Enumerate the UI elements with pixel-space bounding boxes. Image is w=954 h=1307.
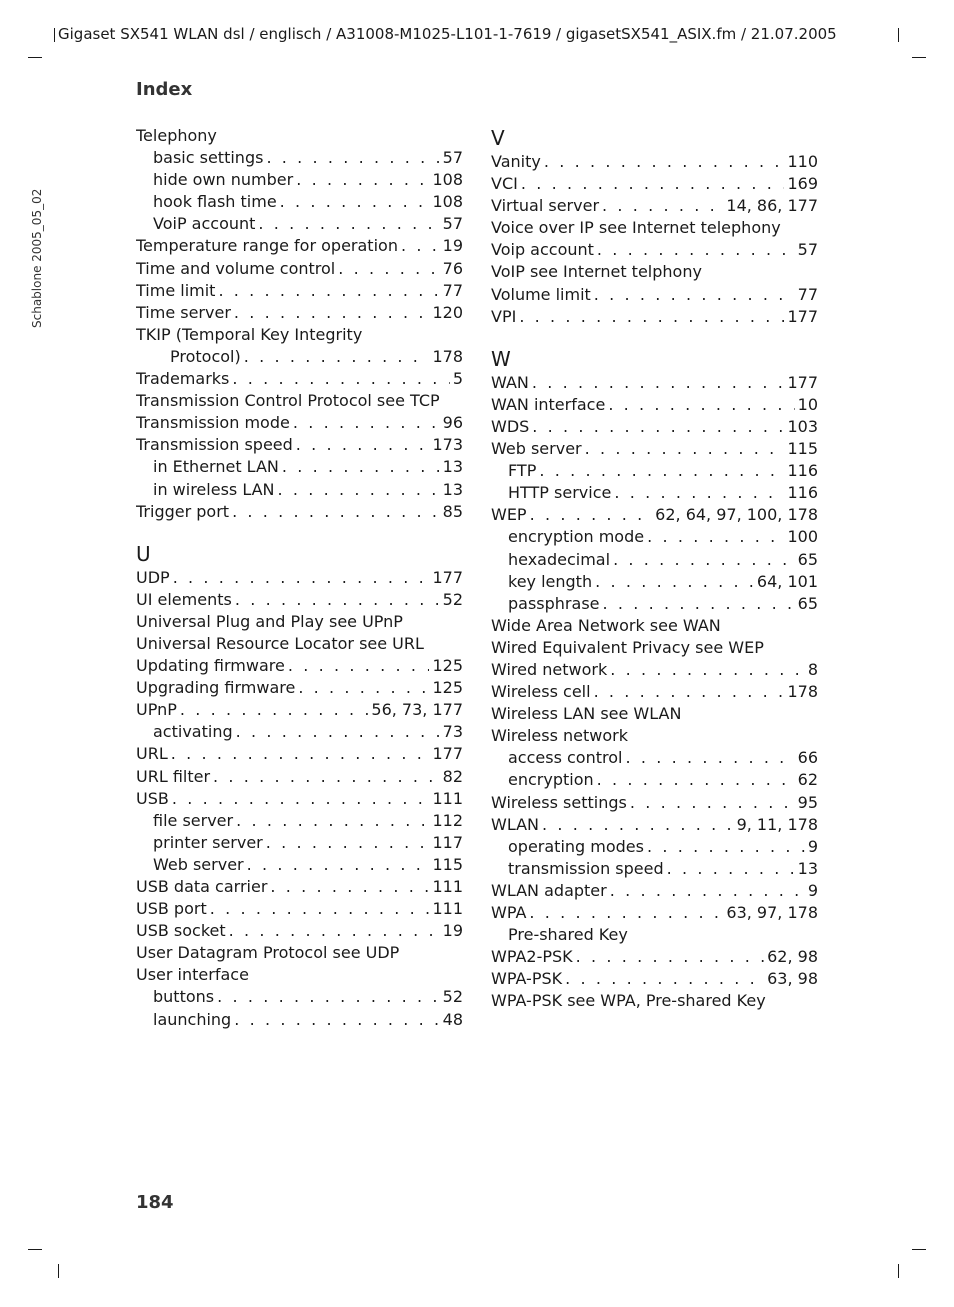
crop-mark [912,57,926,58]
index-entry [491,990,818,1012]
index-subentry [491,924,818,946]
index-page-refs: 108 [432,170,463,190]
index-entry [491,703,818,725]
index-entry [491,173,818,195]
index-entry [491,151,818,173]
dot-leader [173,567,430,589]
index-entry [491,239,818,261]
index-page-refs: 77 [797,284,818,304]
index-term: HTTP service [508,483,612,503]
index-entry [491,681,818,703]
index-term: file server [153,810,234,830]
index-entry [136,258,463,280]
index-entry [491,306,818,328]
index-term: Wired network [491,659,608,679]
index-page-refs: 63, 98 [767,969,818,989]
index-page-refs: 14, 86, 177 [726,196,818,216]
dot-leader [595,571,754,593]
dot-leader [278,479,440,501]
index-term: Trademarks [136,369,230,389]
index-term: encryption [508,770,594,790]
index-subentry [136,169,463,191]
index-page-refs: 19 [442,921,463,941]
section-gap [491,328,818,346]
index-letter-heading: U [136,541,151,566]
index-subentry [491,482,818,504]
index-page-refs: 77 [442,280,463,300]
index-entry [491,792,818,814]
index-term: buttons [153,987,215,1007]
index-page-refs: 65 [797,593,818,613]
index-entry [136,501,463,523]
dot-leader [266,147,439,169]
index-page-refs: 125 [432,656,463,676]
index-entry [491,968,818,990]
index-page-refs: 125 [432,678,463,698]
index-term: Virtual server [491,196,600,216]
index-term: Vanity [491,152,541,171]
dot-leader [603,593,795,615]
index-page-refs: 112 [432,810,463,830]
dot-leader [576,946,764,968]
index-term: operating modes [508,836,644,856]
index-entry [491,195,818,217]
index-entry [136,412,463,434]
index-subentry [491,769,818,791]
index-page-refs: 57 [442,148,463,168]
dot-leader [229,920,440,942]
dot-leader [647,526,784,548]
index-term: Transmission Control Protocol see TCP [136,391,440,411]
template-label-text: Schablone 2005_05_02 [30,188,44,328]
index-term: UPnP [136,700,177,720]
dot-leader [594,681,785,703]
index-term: VPI [491,306,517,326]
index-column-right [491,125,818,1012]
index-term: Transmission speed [136,435,293,455]
index-entry [136,302,463,324]
index-term: Protocol) [170,346,241,366]
index-entry [491,615,818,637]
dot-leader [266,832,430,854]
index-page-refs: 9, 11, 178 [736,814,818,834]
index-term: launching [153,1009,232,1029]
header-document-info: Gigaset SX541 WLAN dsl / englisch / A31008-M1025-L101-1-7619 [58,25,552,43]
dot-leader [610,880,805,902]
index-subentry [136,986,463,1008]
index-page-refs: 169 [787,174,818,194]
index-term: URL filter [136,766,211,786]
index-entry [136,125,463,147]
index-page-refs: 19 [442,236,463,256]
index-subentry [491,836,818,858]
index-page-refs: 13 [797,858,818,878]
dot-leader [614,482,784,504]
index-term: WLAN adapter [491,880,607,900]
dot-leader [647,836,805,858]
index-entry [136,390,463,412]
index-page-refs: 52 [442,987,463,1007]
index-page-refs: 116 [787,461,818,481]
index-term: USB socket [136,921,226,941]
index-page-refs: 111 [432,788,463,808]
index-term: Wireless LAN see WLAN [491,704,682,724]
crop-mark [28,57,42,58]
index-term: Telephony [136,126,217,145]
dot-leader [218,280,439,302]
index-subentry [136,479,463,501]
index-entry [491,814,818,836]
index-entry [491,659,818,681]
crop-mark [28,1249,42,1250]
index-term: in wireless LAN [153,479,275,499]
index-page-refs: 62 [797,770,818,790]
dot-leader [213,766,440,788]
index-letter-heading: W [491,346,511,371]
index-term: encryption mode [508,527,645,547]
index-term: Updating firmware [136,656,285,676]
index-term: VoiP account [153,214,256,234]
index-entry [136,633,463,655]
dot-leader [610,659,805,681]
index-term: Voice over IP see Internet telephony [491,218,781,238]
index-term: WAN [491,372,529,392]
index-subentry [136,213,463,235]
dot-leader [542,814,734,836]
dot-leader [298,677,429,699]
index-page-refs: 177 [787,306,818,326]
index-letter-heading: V [491,126,505,150]
index-entry [136,677,463,699]
dot-leader [296,434,430,456]
index-page-refs: 65 [797,549,818,569]
dot-leader [236,810,429,832]
index-term: VoIP see Internet telphony [491,262,702,282]
dot-leader [401,235,440,257]
index-entry [491,372,818,394]
index-page-refs: 73 [442,722,463,742]
index-term: WPA-PSK see WPA, Pre-shared Key [491,991,766,1011]
index-term: WPA2-PSK [491,947,573,967]
section-gap [136,523,463,541]
index-term: Wired Equivalent Privacy see WEP [491,637,764,657]
index-page-refs: 177 [432,567,463,587]
index-page-refs: 120 [432,302,463,322]
index-subentry [491,571,818,593]
dot-leader [613,549,795,571]
index-page-refs: 85 [442,501,463,521]
index-term: Time limit [136,280,216,300]
dot-leader [217,986,440,1008]
index-subentry [136,456,463,478]
index-term: WDS [491,416,530,436]
index-entry [491,725,818,747]
index-entry [136,743,463,765]
index-term: Wireless network [491,726,629,746]
index-subentry [136,346,463,368]
index-term: hexadecimal [508,549,611,569]
index-term: hook flash time [153,192,277,212]
index-page-refs: 96 [442,413,463,433]
index-term: Web server [491,439,582,459]
dot-leader [234,302,430,324]
index-term: Web server [153,854,244,874]
index-subentry [136,854,463,876]
index-page-refs: 57 [442,214,463,234]
dot-leader [235,589,440,611]
index-term: Time server [136,302,231,322]
index-term: VCI [491,174,518,194]
dot-leader [210,898,430,920]
index-term: Wireless cell [491,682,591,702]
index-entry [136,567,463,589]
index-term: WEP [491,505,527,525]
index-entry [491,902,818,924]
dot-leader [608,394,794,416]
index-page-refs: 115 [787,439,818,459]
index-term: User Datagram Protocol see UDP [136,943,400,963]
dot-leader [602,195,723,217]
index-entry [136,788,463,810]
crop-mark [898,1264,899,1278]
index-entry [491,946,818,968]
index-page-refs: 82 [442,766,463,786]
index-entry [136,368,463,390]
dot-leader [293,412,440,434]
header-bar [898,28,899,42]
index-entry [136,898,463,920]
index-term: Wireless settings [491,792,627,812]
index-entry [491,261,818,283]
index-entry [136,964,463,986]
index-term: Universal Plug and Play see UPnP [136,611,403,631]
index-page-refs: 100 [787,527,818,547]
index-term: Volume limit [491,284,591,304]
dot-leader [270,876,429,898]
header-bar [54,28,55,42]
dot-leader [597,239,795,261]
index-subentry [491,526,818,548]
index-page-refs: 111 [432,899,463,919]
index-term: Universal Resource Locator see URL [136,633,424,653]
index-term: WAN interface [491,394,606,414]
dot-leader [597,769,795,791]
dot-leader [532,372,785,394]
index-page-refs: 178 [787,682,818,702]
index-term: User interface [136,965,249,985]
index-entry [136,942,463,964]
index-page-refs: 117 [432,832,463,852]
index-page-refs: 76 [442,258,463,278]
index-subentry [136,147,463,169]
header-file-info: / gigasetSX541_ASIX.fm / 21.07.2005 [556,25,837,43]
crop-mark [912,1249,926,1250]
index-term: FTP [508,461,537,481]
index-page-refs: 10 [797,394,818,414]
index-term: passphrase [508,593,600,613]
index-page-refs: 13 [442,457,463,477]
index-entry [136,324,463,346]
index-page-refs: 9 [807,880,818,900]
dot-leader [244,346,430,368]
index-term: USB [136,788,169,808]
index-page-refs: 103 [787,416,818,436]
index-term: UDP [136,567,170,587]
index-term: UI elements [136,589,232,609]
dot-leader [180,699,369,721]
dot-leader [234,1009,439,1031]
index-term: USB data carrier [136,877,268,896]
crop-mark [58,1264,59,1278]
index-subentry [491,460,818,482]
index-page-refs: 111 [432,877,463,896]
index-term: access control [508,748,623,768]
index-term: Wide Area Network see WAN [491,615,721,635]
dot-leader [171,743,430,765]
dot-leader [625,747,794,769]
index-term: USB port [136,899,207,919]
index-subentry [136,1009,463,1031]
index-entry [491,637,818,659]
index-subentry [491,858,818,880]
index-page-refs: 95 [797,792,818,812]
index-page-refs: 62, 98 [767,947,818,967]
index-term: Upgrading firmware [136,678,296,698]
index-term: URL [136,744,168,764]
index-term: transmission speed [508,858,664,878]
index-subentry [136,810,463,832]
index-page-refs: 57 [797,240,818,260]
dot-leader [532,416,784,438]
index-entry [136,766,463,788]
index-subentry [491,593,818,615]
index-entry [136,235,463,257]
dot-leader [585,438,785,460]
index-entry [491,438,818,460]
dot-leader [280,191,430,213]
dot-leader [282,456,440,478]
index-page-refs: 13 [442,479,463,499]
dot-leader [530,504,653,526]
index-page-refs: 177 [787,372,818,392]
dot-leader [232,368,449,390]
dot-leader [172,788,430,810]
dot-leader [667,858,795,880]
index-term: WPA [491,903,527,922]
dot-leader [630,792,795,814]
index-entry [491,217,818,239]
index-entry [136,920,463,942]
index-entry [491,504,818,526]
index-page-refs: 110 [787,152,818,171]
index-page-refs: 178 [432,346,463,366]
index-subentry [136,832,463,854]
index-entry [136,611,463,633]
index-page-refs: 64, 101 [756,571,818,591]
index-entry [136,655,463,677]
section-title: Index [136,79,193,100]
index-term: Transmission mode [136,413,290,433]
index-term: WPA-PSK [491,969,563,989]
index-entry [136,876,463,898]
index-term: WLAN [491,814,540,834]
index-page-refs: 108 [432,192,463,212]
index-page-refs: 177 [432,744,463,764]
dot-leader [544,151,785,173]
index-page-refs: 63, 97, 178 [726,903,818,922]
dot-leader [539,460,784,482]
index-entry [491,284,818,306]
index-page-refs: 5 [452,369,463,389]
index-page-refs: 66 [797,748,818,768]
index-page-refs: 116 [787,483,818,503]
index-term: Temperature range for operation [136,236,398,256]
index-term: activating [153,722,233,742]
index-page-refs: 62, 64, 97, 100, 178 [655,505,818,525]
index-page-refs: 115 [432,854,463,874]
dot-leader [232,501,440,523]
index-page-refs: 48 [442,1009,463,1029]
index-term: Pre-shared Key [508,925,628,945]
dot-leader [565,968,764,990]
dot-leader [258,213,439,235]
index-term: key length [508,571,593,591]
index-term: printer server [153,832,263,852]
dot-leader [521,173,785,195]
dot-leader [288,655,430,677]
index-page-refs: 9 [807,836,818,856]
dot-leader [247,854,430,876]
dot-leader [338,258,439,280]
index-term: in Ethernet LAN [153,457,279,477]
index-entry [136,589,463,611]
index-entry [136,699,463,721]
dot-leader [519,306,784,328]
index-term: Time and volume control [136,258,336,278]
index-entry [491,880,818,902]
index-subentry [491,747,818,769]
index-term: Voip account [491,240,594,260]
dot-leader [594,284,795,306]
index-page-refs: 8 [807,659,818,679]
index-term: TKIP (Temporal Key Integrity [136,324,363,344]
index-entry [491,416,818,438]
index-page-refs: 173 [432,435,463,455]
index-term: hide own number [153,170,294,190]
index-entry [136,280,463,302]
index-subentry [491,549,818,571]
dot-leader [296,169,429,191]
page-number: 184 [136,1192,174,1213]
index-column-left [136,125,463,1031]
index-term: Trigger port [136,501,230,521]
index-term: basic settings [153,148,264,168]
index-subentry [136,191,463,213]
index-page-refs: 56, 73, 177 [371,700,463,720]
index-subentry [136,721,463,743]
template-label [30,188,44,498]
index-entry [136,434,463,456]
dot-leader [529,902,723,924]
index-page-refs: 52 [442,589,463,609]
index-entry [491,394,818,416]
dot-leader [236,721,440,743]
